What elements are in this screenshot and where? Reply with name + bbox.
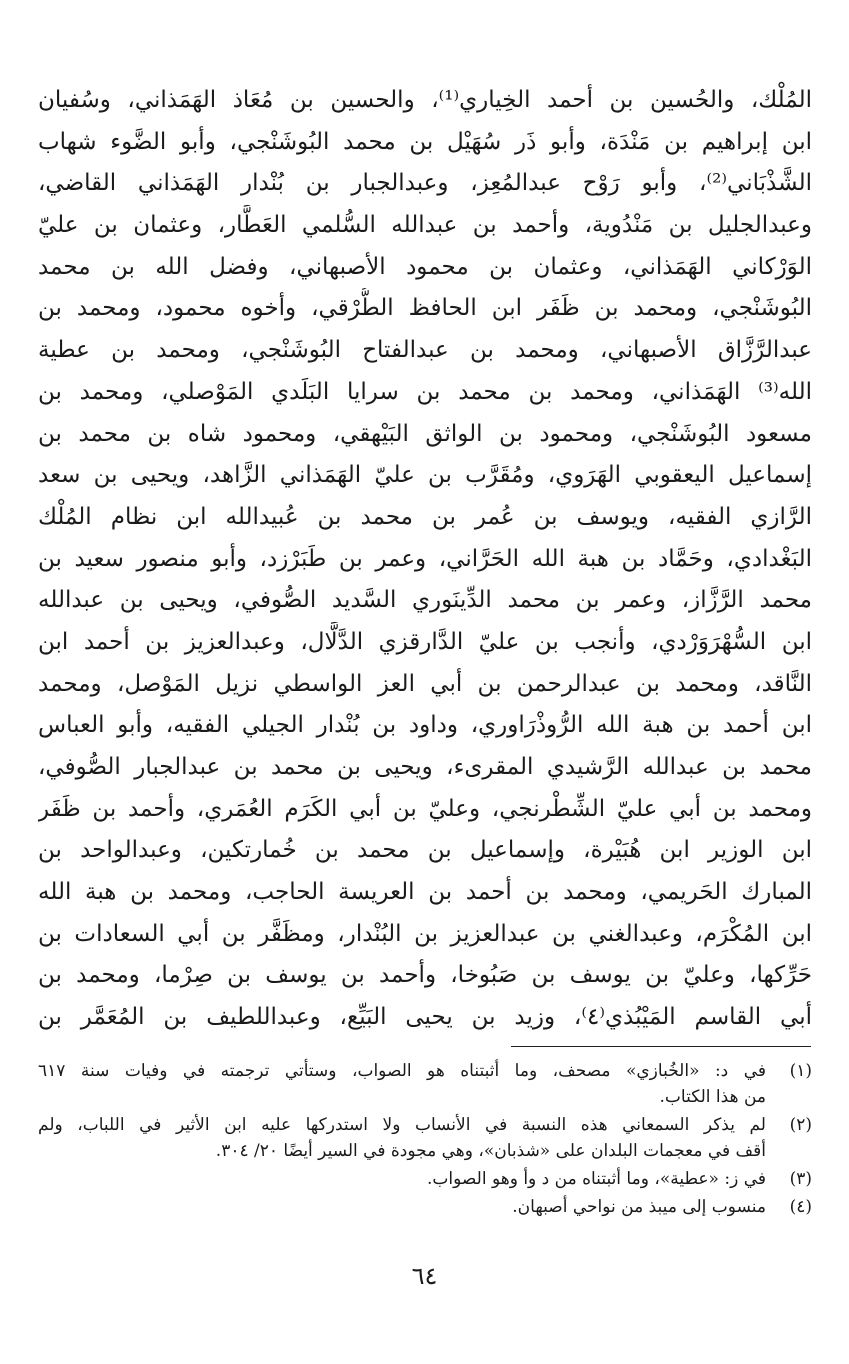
text-line: مسعود البُوشَنْجي، ومحمود بن الواثق البَيْهقي، ومحمود شاه بن محمد بن	[38, 420, 812, 447]
text-line: وعبدالجليل بن مَنْدُوية، وأحمد بن عبدالله السُّلمي العَطَّار، وعثمان بن عليّ	[38, 212, 812, 239]
footnote	[38, 1112, 812, 1164]
footnote-line: من هذا الكتاب.	[659, 1087, 766, 1107]
footnote-number: (١)	[789, 1061, 812, 1081]
text-line: الشَّذْبَاني⁽²⁾، وأبو رَوْح عبدالمُعِز، وعبدالجبار بن بُنْدار الهَمَذاني القاضي،	[38, 170, 812, 197]
page-number: ٦٤	[411, 1262, 438, 1290]
text-line: ابن الوزير ابن هُبَيْرة، وإسماعيل بن محمد بن خُمارتكين، وعبدالواحد بن	[38, 837, 812, 864]
text-line: البُوشَنْجي، ومحمد بن ظَفَر ابن الحافظ الطُّرْقي، وأخوه محمود، ومحمد بن	[38, 295, 812, 322]
text-line: محمد الرَّزَّاز، وعمر بن محمد الدِّينَوري السَّديد الصُّوفي، ويحيى بن عبدالله	[38, 587, 812, 614]
text-line: المُلْك، والحُسين بن أحمد الخِياري⁽¹⁾، والحسين بن مُعَاذ الهَمَذاني، وسُفيان	[38, 87, 812, 113]
footnote	[38, 1058, 812, 1110]
footnote-text	[38, 1112, 766, 1164]
footnote-text	[38, 1058, 766, 1110]
text-line: البَغْدادي، وحَمَّاد بن هبة الله الحَرَّاني، وعمر بن طَبَرْزد، وأبو منصور سعيد بن	[38, 545, 812, 572]
text-line: المبارك الحَريمي، ومحمد بن أحمد بن العريسة الحاجب، ومحمد بن هبة الله	[38, 879, 812, 906]
text-line: إسماعيل اليعقوبي الهَرَوي، ومُقَرَّب بن عليّ الهَمَذاني الزَّاهد، ويحيى بن سعد	[38, 462, 812, 489]
text-line: عبدالرَّزَّاق الأصبهاني، ومحمد بن عبدالفتاح البُوشَنْجي، ومحمد بن عطية	[38, 337, 812, 364]
text-line: ابن المُكْرَم، وعبدالغني بن عبدالعزيز بن البُنْدار، ومظَفَّر بن أبي السعادات بن	[38, 920, 812, 947]
text-line: الوَرْكاني الهَمَذاني، وعثمان بن محمود الأصبهاني، وفضل الله بن محمد	[38, 253, 812, 280]
footnote-line: في د: «الخُبازي» مصحف، وما أثبتناه هو الصواب، وستأتي ترجمته في وفيات سنة ٦١٧	[38, 1061, 766, 1081]
footnote-text	[38, 1166, 766, 1192]
text-line: ومحمد بن أبي عليّ الشِّطْرنجي، وعليّ بن أبي الكَرَم العُمَري، وأحمد بن ظَفَر	[38, 795, 812, 822]
footnote-line: لم يذكر السمعاني هذه النسبة في الأنساب ولا استدركها عليه ابن الأثير في اللباب، ولم	[38, 1115, 766, 1135]
footnote-number: (٣)	[789, 1169, 812, 1189]
text-line: الله⁽³⁾ الهَمَذاني، ومحمد بن محمد بن سرايا البَلَدي المَوْصلي، ومحمد بن	[38, 378, 812, 405]
footnote-number: (٢)	[789, 1115, 812, 1135]
text-line: أبي القاسم المَيْبُذي⁽٤⁾، وزيد بن يحيى البَيِّع، وعبداللطيف بن المُعَمَّر بن	[38, 1004, 812, 1031]
text-line: الرَّازي الفقيه، ويوسف بن عُمر بن محمد بن عُبيدالله ابن نظام المُلْك	[38, 503, 812, 530]
footnote-line: أقف في معجمات البلدان على «شذبان»، وهي مجودة في السير أيضًا ٢٠/ ٣٠٤.	[215, 1141, 766, 1161]
footnote	[38, 1166, 812, 1192]
footnotes	[38, 1058, 812, 1222]
text-line: محمد بن عبدالله الرَّشيدي المقرىء، ويحيى بن محمد بن عبدالجبار الصُّوفي،	[38, 754, 812, 780]
text-line: ابن السُّهْرَوَرْدي، وأنجب بن عليّ الدَّارقزي الدَّلَّال، وعبدالعزيز بن أحمد ابن	[38, 628, 812, 655]
text-line: ابن إبراهيم بن مَنْدَة، وأبو ذَر سُهَيْل بن محمد البُوشَنْجي، وأبو الضَّوء شهاب	[38, 128, 812, 155]
text-line: ابن أحمد بن هبة الله الرُّوذْرَاوري، وداود بن بُنْدار الجيلي الفقيه، وأبو العباس	[38, 712, 812, 739]
text-line: حَرِّكها، وعليّ بن يوسف بن صَبُوخا، وأحمد بن يوسف بن صِرْما، ومحمد بن	[38, 962, 812, 989]
footnote-text	[38, 1194, 766, 1220]
text-line: النَّاقد، ومحمد بن عبدالرحمن بن أبي العز الواسطي نزيل المَوْصل، ومحمد	[38, 670, 812, 697]
footnote-number: (٤)	[789, 1197, 812, 1217]
footnote-line: منسوب إلى ميبذ من نواحي أصبهان.	[512, 1197, 766, 1217]
footnote-line: في ز: «عطية»، وما أثبتناه من د وأ وهو الصواب.	[427, 1169, 766, 1189]
footnote	[38, 1194, 812, 1220]
footnote-divider	[511, 1046, 811, 1047]
main-text	[38, 80, 812, 1039]
